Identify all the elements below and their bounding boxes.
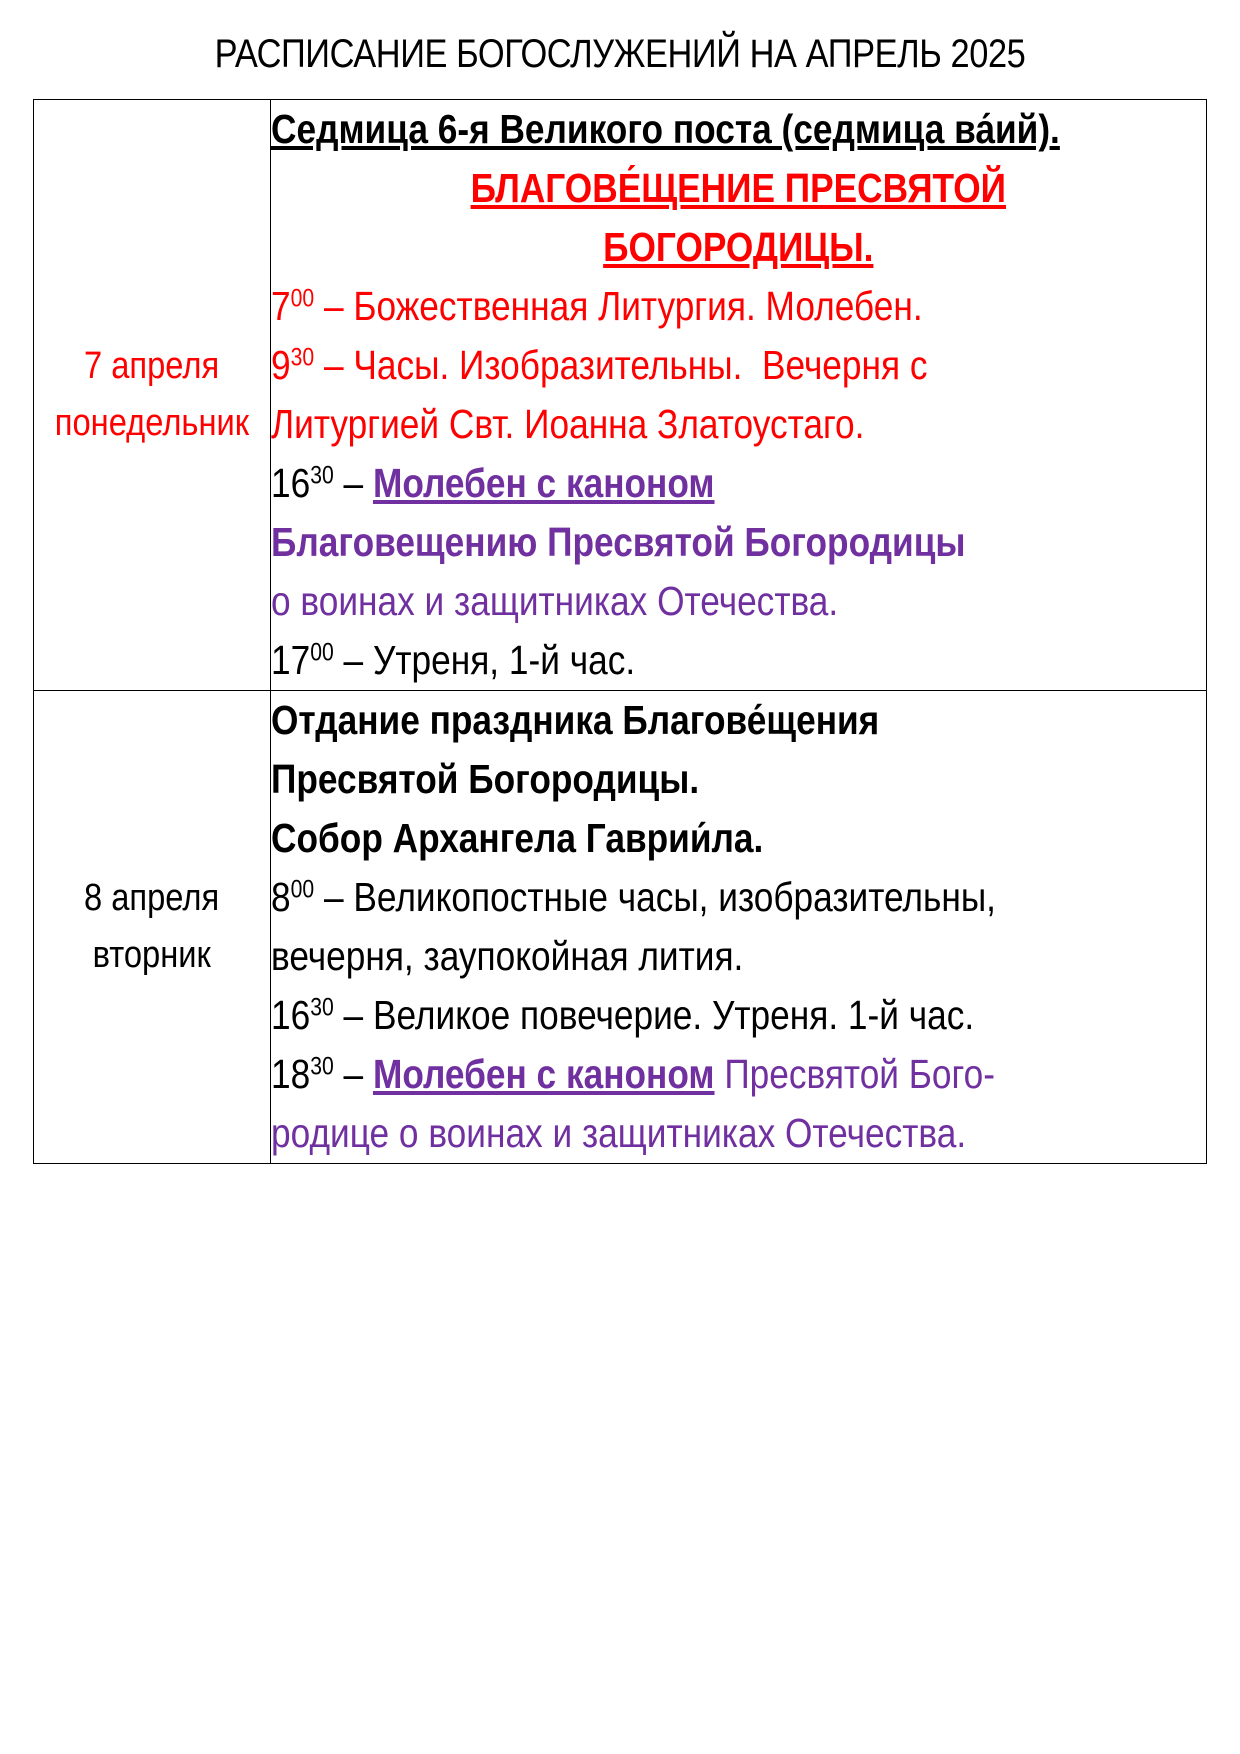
service-line: Литургией Свт. Иоанна Златоустаго. [271, 401, 865, 447]
day-date: 8 апреля [84, 877, 220, 919]
table-row [34, 691, 1207, 1164]
services-cell [271, 691, 1207, 1164]
day-weekday: понедельник [54, 402, 250, 444]
service-line: Благовещению Пресвятой Богородицы [271, 519, 966, 565]
service-line: вечерня, заупокойная лития. [271, 933, 744, 979]
service-line: родице о воинах и защитниках Отечества. [271, 1110, 967, 1156]
service-line: $16^{30}$ – Молебен с каноном [271, 460, 715, 506]
moleben-link[interactable]: Молебен с каноном [372, 460, 715, 506]
date-cell [34, 691, 271, 1164]
feast-title-cont: БОГОРОДИЦЫ. [603, 224, 874, 270]
service-line: $18^{30}$ – Молебен с каноном Пресвятой Бого- [271, 1051, 995, 1097]
feast-heading: Отдание праздника Благове́щения [271, 697, 880, 743]
moleben-link[interactable]: Молебен с каноном [372, 1051, 715, 1097]
service-line: $9^{30}$ – Часы. Изобразительны. Вечерня с [271, 342, 928, 388]
week-heading: Седмица 6-я Великого поста (седмица ва́ий). [271, 106, 1060, 152]
services-cell [271, 100, 1207, 691]
service-line: о воинах и защитниках Отечества. [271, 578, 839, 624]
feast-title: БЛАГОВЕ́ЩЕНИЕ ПРЕСВЯТОЙ [470, 165, 1007, 211]
service-line: $7^{00}$ – Божественная Литургия. Молебен. [271, 283, 923, 329]
feast-heading: Пресвятой Богородицы. [271, 756, 700, 802]
page-title: РАСПИСАНИЕ БОГОСЛУЖЕНИЙ НА АПРЕЛЬ 2025 [214, 32, 1026, 76]
day-weekday: вторник [92, 934, 212, 976]
table-row [34, 100, 1207, 691]
schedule-table [33, 99, 1207, 1164]
service-line: $17^{00}$ – Утреня, 1-й час. [271, 637, 636, 683]
feast-heading: Собор Архангела Гаврии́ла. [271, 815, 764, 861]
service-line: $8^{00}$ – Великопостные часы, изобразительны, [271, 874, 996, 920]
date-cell [34, 100, 271, 691]
service-line: $16^{30}$ – Великое повечерие. Утреня. 1-й час. [271, 992, 975, 1038]
day-date: 7 апреля [84, 345, 220, 387]
